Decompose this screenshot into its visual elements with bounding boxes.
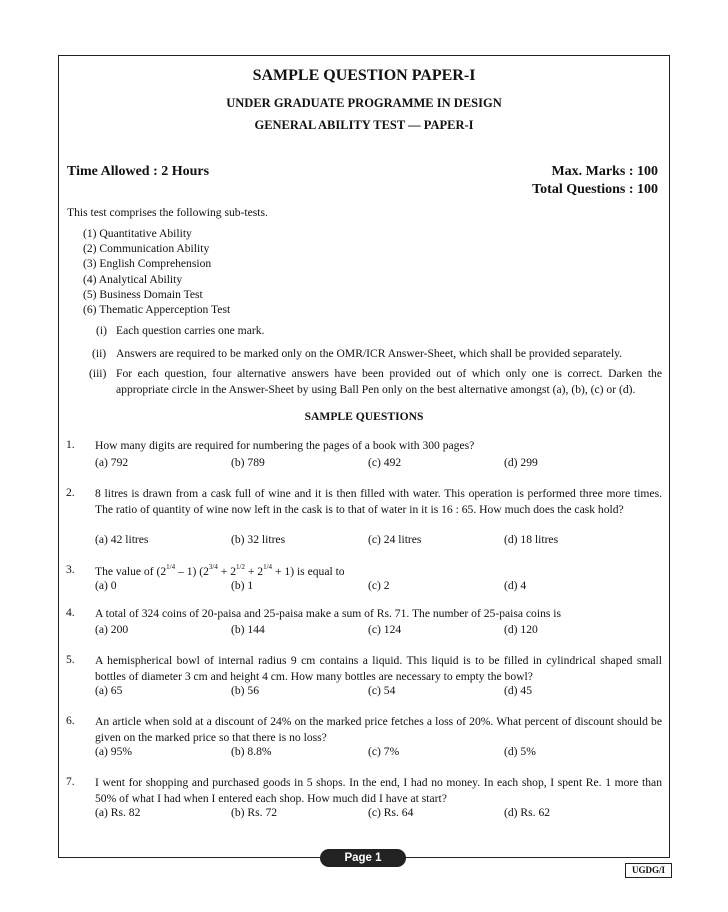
option-a: (a) 95% (95, 745, 133, 758)
instruction-num: (ii) (92, 347, 107, 360)
option-c: (c) 24 litres (368, 533, 422, 546)
subtest-list (83, 226, 230, 317)
test-title: GENERAL ABILITY TEST — PAPER-I (254, 118, 474, 132)
option-b: (b) 789 (231, 456, 265, 469)
option-c: (c) 124 (368, 623, 402, 636)
option-c: (c) 492 (368, 456, 402, 469)
total-questions: Total Questions : 100 (532, 182, 658, 197)
question-text: The value of $(2^{1/4} - 1) (2^{3/4} + 2^{1/2} + 2^{1/4} + 1)$ is equal to (95, 563, 345, 578)
option-d: (d) 299 (504, 456, 538, 469)
option-a: (a) 200 (95, 623, 129, 636)
option-a: (a) 792 (95, 456, 129, 469)
paper-title: SAMPLE QUESTION PAPER-I (252, 67, 476, 84)
list-item: (6) Thematic Apperception Test (83, 303, 231, 317)
option-c: (c) Rs. 64 (368, 806, 414, 819)
option-a: (a) Rs. 82 (95, 806, 141, 819)
question-text: 8 litres is drawn from a cask full of wine and it is then filled with water. This operation is performed three more times. The ratio of quantity of wine now left in the cask is to that of water in it is 16 : 65. How much does the cask hold? (95, 487, 662, 516)
question-text: A total of 324 coins of 20-paisa and 25-paisa make a sum of Rs. 71. The number of 25-paisa coins is (95, 607, 562, 620)
section-title: SAMPLE QUESTIONS (304, 410, 424, 423)
programme-title: UNDER GRADUATE PROGRAMME IN DESIGN (226, 96, 502, 110)
time-allowed: Time Allowed : 2 Hours (67, 164, 210, 179)
question-text: I went for shopping and purchased goods in 5 shops. In the end, I had no money. In each shop, I spent Re. 1 more than 50% of what I had when I entered each shop. How much did I have at start? (95, 776, 662, 805)
option-d: (d) Rs. 62 (504, 806, 551, 819)
option-d: (d) 4 (504, 579, 527, 592)
option-b: (b) 8.8% (231, 745, 272, 758)
question-text: A hemispherical bowl of internal radius 9 cm contains a liquid. This liquid is to be filled in cylindrical shaped small bottles of diameter 3 cm and height 4 cm. How many bottles are necessary to empty the bowl? (95, 654, 662, 683)
question-number: 7. (66, 775, 75, 788)
question-number: 3. (66, 563, 75, 576)
question-number: 6. (66, 714, 75, 727)
question-number: 5. (66, 653, 75, 666)
list-item: (4) Analytical Ability (83, 272, 183, 286)
list-item: (1) Quantitative Ability (83, 227, 192, 240)
option-d: (d) 120 (504, 623, 538, 636)
option-b: (b) Rs. 72 (231, 806, 278, 819)
option-b: (b) 32 litres (231, 533, 286, 546)
paper-code: UGDG/I (625, 863, 672, 878)
list-item: (3) English Comprehension (83, 257, 212, 271)
option-b: (b) 1 (231, 579, 254, 592)
question-text: An article when sold at a discount of 24% on the marked price fetches a loss of 20%. What percent of discount should be given on the marked price so that there is no loss? (95, 715, 662, 744)
question-number: 4. (66, 606, 75, 619)
question-number: 1. (66, 438, 75, 451)
list-item: (5) Business Domain Test (83, 287, 203, 301)
option-d: (d) 45 (504, 684, 533, 697)
option-b: (b) 56 (231, 684, 260, 697)
question-number: 2. (66, 486, 75, 499)
intro-text: This test comprises the following sub-tests. (67, 206, 268, 219)
instruction-text: Each question carries one mark. (116, 324, 265, 337)
option-a: (a) 65 (95, 684, 123, 697)
option-a: (a) 42 litres (95, 533, 149, 546)
page-number-badge: Page 1 (320, 849, 406, 867)
option-d: (d) 5% (504, 745, 536, 758)
option-d: (d) 18 litres (504, 533, 559, 546)
option-c: (c) 2 (368, 579, 390, 592)
question-text: How many digits are required for numbering the pages of a book with 300 pages? (95, 439, 475, 452)
option-c: (c) 54 (368, 684, 396, 697)
max-marks: Max. Marks : 100 (551, 164, 658, 179)
instruction-text: Answers are required to be marked only on the OMR/ICR Answer-Sheet, which shall be provided separately. (116, 347, 623, 360)
instruction-num: (i) (96, 324, 107, 337)
instruction-num: (iii) (89, 367, 107, 380)
list-item: (2) Communication Ability (83, 242, 210, 256)
option-a: (a) 0 (95, 579, 117, 592)
instruction-text: For each question, four alternative answers have been provided out of which only one is correct. Darken the appropriate circle in the Answer-Sheet by using Ball Pen only on the best alternative amongst (a), (b), (c) or (d). (116, 367, 662, 396)
option-b: (b) 144 (231, 623, 265, 636)
option-c: (c) 7% (368, 745, 400, 758)
